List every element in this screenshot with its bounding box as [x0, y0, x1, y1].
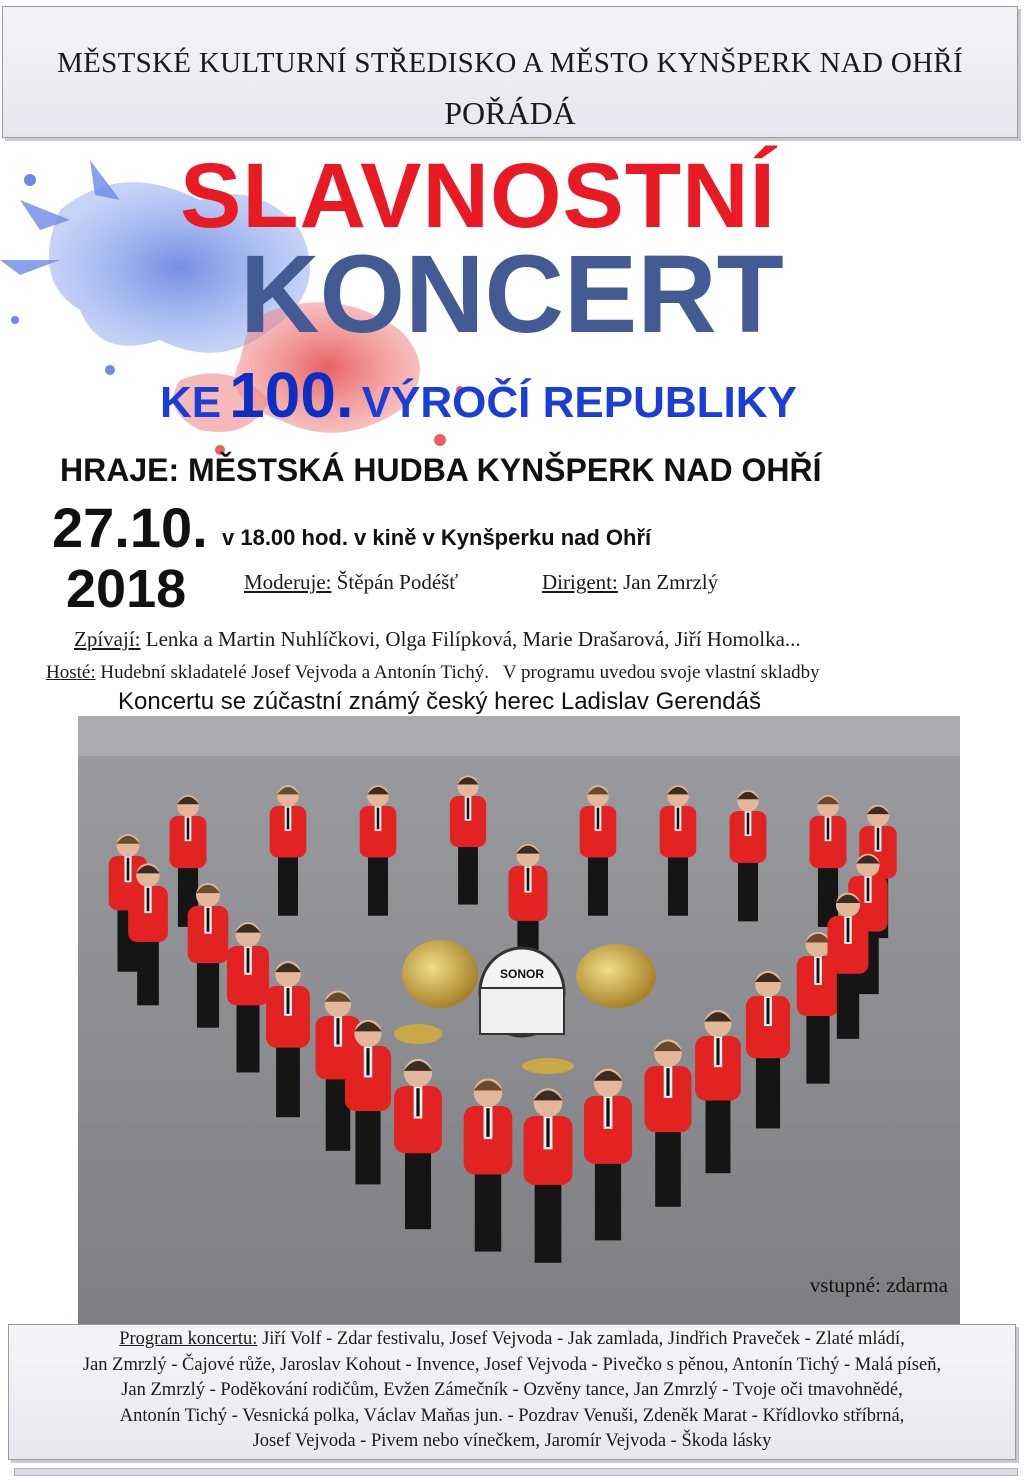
program-box	[8, 1324, 1016, 1460]
performer-line: HRAJE: MĚSTSKÁ HUDBA KYNŠPERK NAD OHŘÍ	[60, 452, 822, 488]
bottom-divider	[14, 1468, 1018, 1476]
program-line-3: Jan Zmrzlý - Poděkování rodičům, Evžen Zámečník - Ozvěny tance, Jan Zmrzlý - Tvoje oči tmavohnědé,	[121, 1380, 903, 1400]
drum-brand: SONOR	[499, 967, 545, 981]
singers-line	[74, 627, 801, 652]
band-photo-illustration	[78, 716, 960, 1324]
program-text	[9, 1327, 1015, 1455]
subtitle-number: 100.	[229, 359, 354, 431]
event-date: 27.10.	[52, 496, 208, 559]
tuba-left	[402, 940, 478, 1008]
presents-line: POŘÁDÁ	[444, 95, 576, 131]
guests-label: Hosté:	[46, 662, 96, 683]
singers-label: Zpívají:	[74, 627, 141, 651]
moderator-name: Štěpán Podéšť	[336, 570, 459, 594]
band-photo	[78, 716, 960, 1324]
conductor-name: Jan Zmrzlý	[623, 570, 719, 594]
organizer-line: MĚSTSKÉ KULTURNÍ STŘEDISKO A MĚSTO KYNŠPERK NAD OHŘÍ	[57, 47, 963, 79]
moderator-line	[244, 570, 458, 595]
program-line-5: Josef Vejvoda - Pivem nebo vínečkem, Jaromír Vejvoda - Škoda lásky	[252, 1431, 772, 1451]
title-slavnostni: SLAVNOSTNÍ	[180, 145, 777, 247]
bass-drum	[480, 948, 564, 1036]
program-line-1: Program koncertu: Jiří Volf - Zdar festivalu, Josef Vejvoda - Jak zamlada, Jindřich Praveček - Zlaté mládí,	[119, 1329, 905, 1349]
guests-note: V programu uvedou svoje vlastní skladby	[502, 662, 820, 683]
event-time-place: v 18.00 hod. v kině v Kynšperku nad Ohří	[222, 525, 652, 550]
program-label: Program koncertu:	[119, 1329, 258, 1349]
moderator-label: Moderuje:	[244, 570, 332, 594]
guests-names: Hudební skladatelé Josef Vejvoda a Antonín Tichý.	[100, 662, 489, 683]
trumpet-icon	[394, 1024, 442, 1044]
title-koncert: KONCERT	[240, 233, 784, 356]
singers-names: Lenka a Martin Nuhlíčkovi, Olga Filípková, Marie Drašarová, Jiří Homolka...	[145, 627, 801, 651]
header-box	[2, 6, 1018, 138]
subtitle-rest: VÝROČÍ REPUBLIKY	[361, 378, 797, 427]
conductor-label: Dirigent:	[542, 570, 618, 594]
guests-line	[46, 662, 820, 684]
tuba-right	[576, 944, 656, 1008]
admission-note: vstupné: zdarma	[809, 1273, 948, 1297]
conductor-line	[542, 570, 718, 595]
cymbal-icon	[522, 1058, 574, 1074]
actor-line: Koncertu se zúčastní známý český herec Ladislav Gerendáš	[118, 688, 761, 715]
program-line-2: Jan Zmrzlý - Čajové růže, Jaroslav Kohout - Invence, Josef Vejvoda - Pivečko s pěnou, Antonín Tichý - Malá píseň,	[82, 1354, 942, 1375]
subtitle-ke: KE	[160, 378, 222, 427]
subtitle	[160, 358, 797, 432]
program-line-4: Antonín Tichý - Vesnická polka, Václav Maňas jun. - Pozdrav Venuši, Zdeněk Marat - Křídlovko stříbrná,	[119, 1405, 905, 1426]
event-year: 2018	[66, 559, 187, 619]
